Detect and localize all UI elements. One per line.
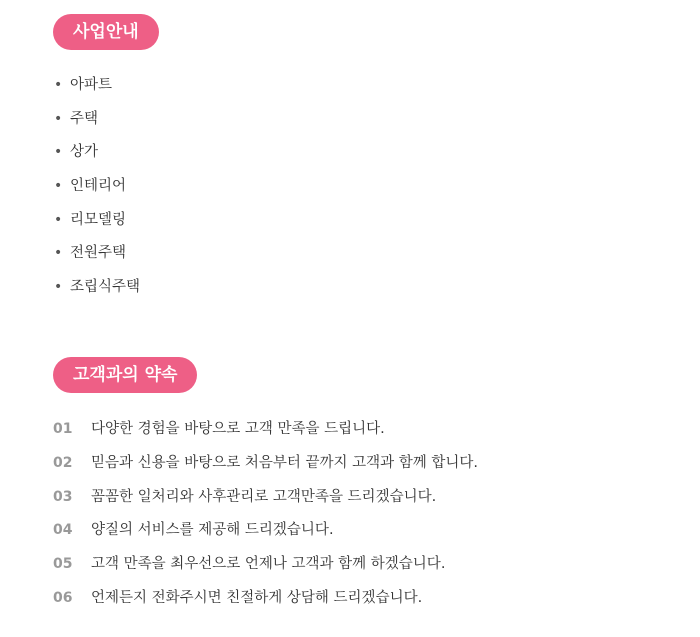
bullet-icon: •	[54, 279, 63, 296]
bullet-icon: •	[54, 77, 63, 93]
business-item-label: 인테리어	[70, 178, 127, 195]
business-item-label: 주택	[70, 110, 99, 127]
promise-item	[53, 514, 478, 548]
promise-text: 다양한 경험을 바탕으로 고객 만족을 드립니다.	[91, 421, 385, 437]
business-item-label: 조립식주택	[70, 279, 141, 296]
promise-number: 02	[53, 454, 73, 471]
promise-item	[53, 413, 478, 447]
promise-item	[53, 582, 478, 616]
business-item-house	[54, 103, 140, 137]
bullet-icon: •	[54, 245, 63, 262]
business-item-label: 전원주택	[70, 245, 127, 262]
bullet-icon: •	[54, 144, 63, 161]
promise-text: 언제든지 전화주시면 친절하게 상담해 드리겠습니다.	[91, 589, 423, 606]
promise-number: 03	[53, 488, 73, 505]
promise-number: 01	[53, 421, 73, 437]
promise-list	[53, 413, 478, 616]
business-item-label: 상가	[70, 144, 99, 161]
business-list	[54, 69, 140, 305]
business-item-interior	[54, 170, 140, 204]
promise-number: 04	[53, 522, 73, 539]
promise-item	[53, 447, 478, 481]
promise-item	[53, 548, 478, 582]
business-item-label: 아파트	[70, 77, 113, 93]
promise-number: 06	[53, 589, 73, 606]
promise-text: 꼼꼼한 일처리와 사후관리로 고객만족을 드리겠습니다.	[91, 488, 437, 505]
promise-text: 양질의 서비스를 제공해 드리겠습니다.	[91, 522, 334, 539]
bullet-icon: •	[54, 110, 63, 127]
promise-item	[53, 481, 478, 515]
business-item-prefab-house	[54, 271, 140, 305]
business-item-remodeling	[54, 204, 140, 238]
promise-text: 고객 만족을 최우선으로 언제나 고객과 함께 하겠습니다.	[91, 556, 446, 573]
business-item-country-house	[54, 237, 140, 271]
business-item-apartment	[54, 69, 140, 103]
promise-text: 믿음과 신용을 바탕으로 처음부터 끝까지 고객과 함께 합니다.	[91, 454, 479, 471]
promise-section-title: 고객과의 약속	[53, 357, 197, 393]
business-section-title: 사업안내	[53, 14, 159, 50]
bullet-icon: •	[54, 178, 63, 195]
promise-number: 05	[53, 556, 73, 573]
bullet-icon: •	[54, 211, 63, 228]
business-item-label: 리모델링	[70, 211, 127, 228]
business-item-store	[54, 136, 140, 170]
